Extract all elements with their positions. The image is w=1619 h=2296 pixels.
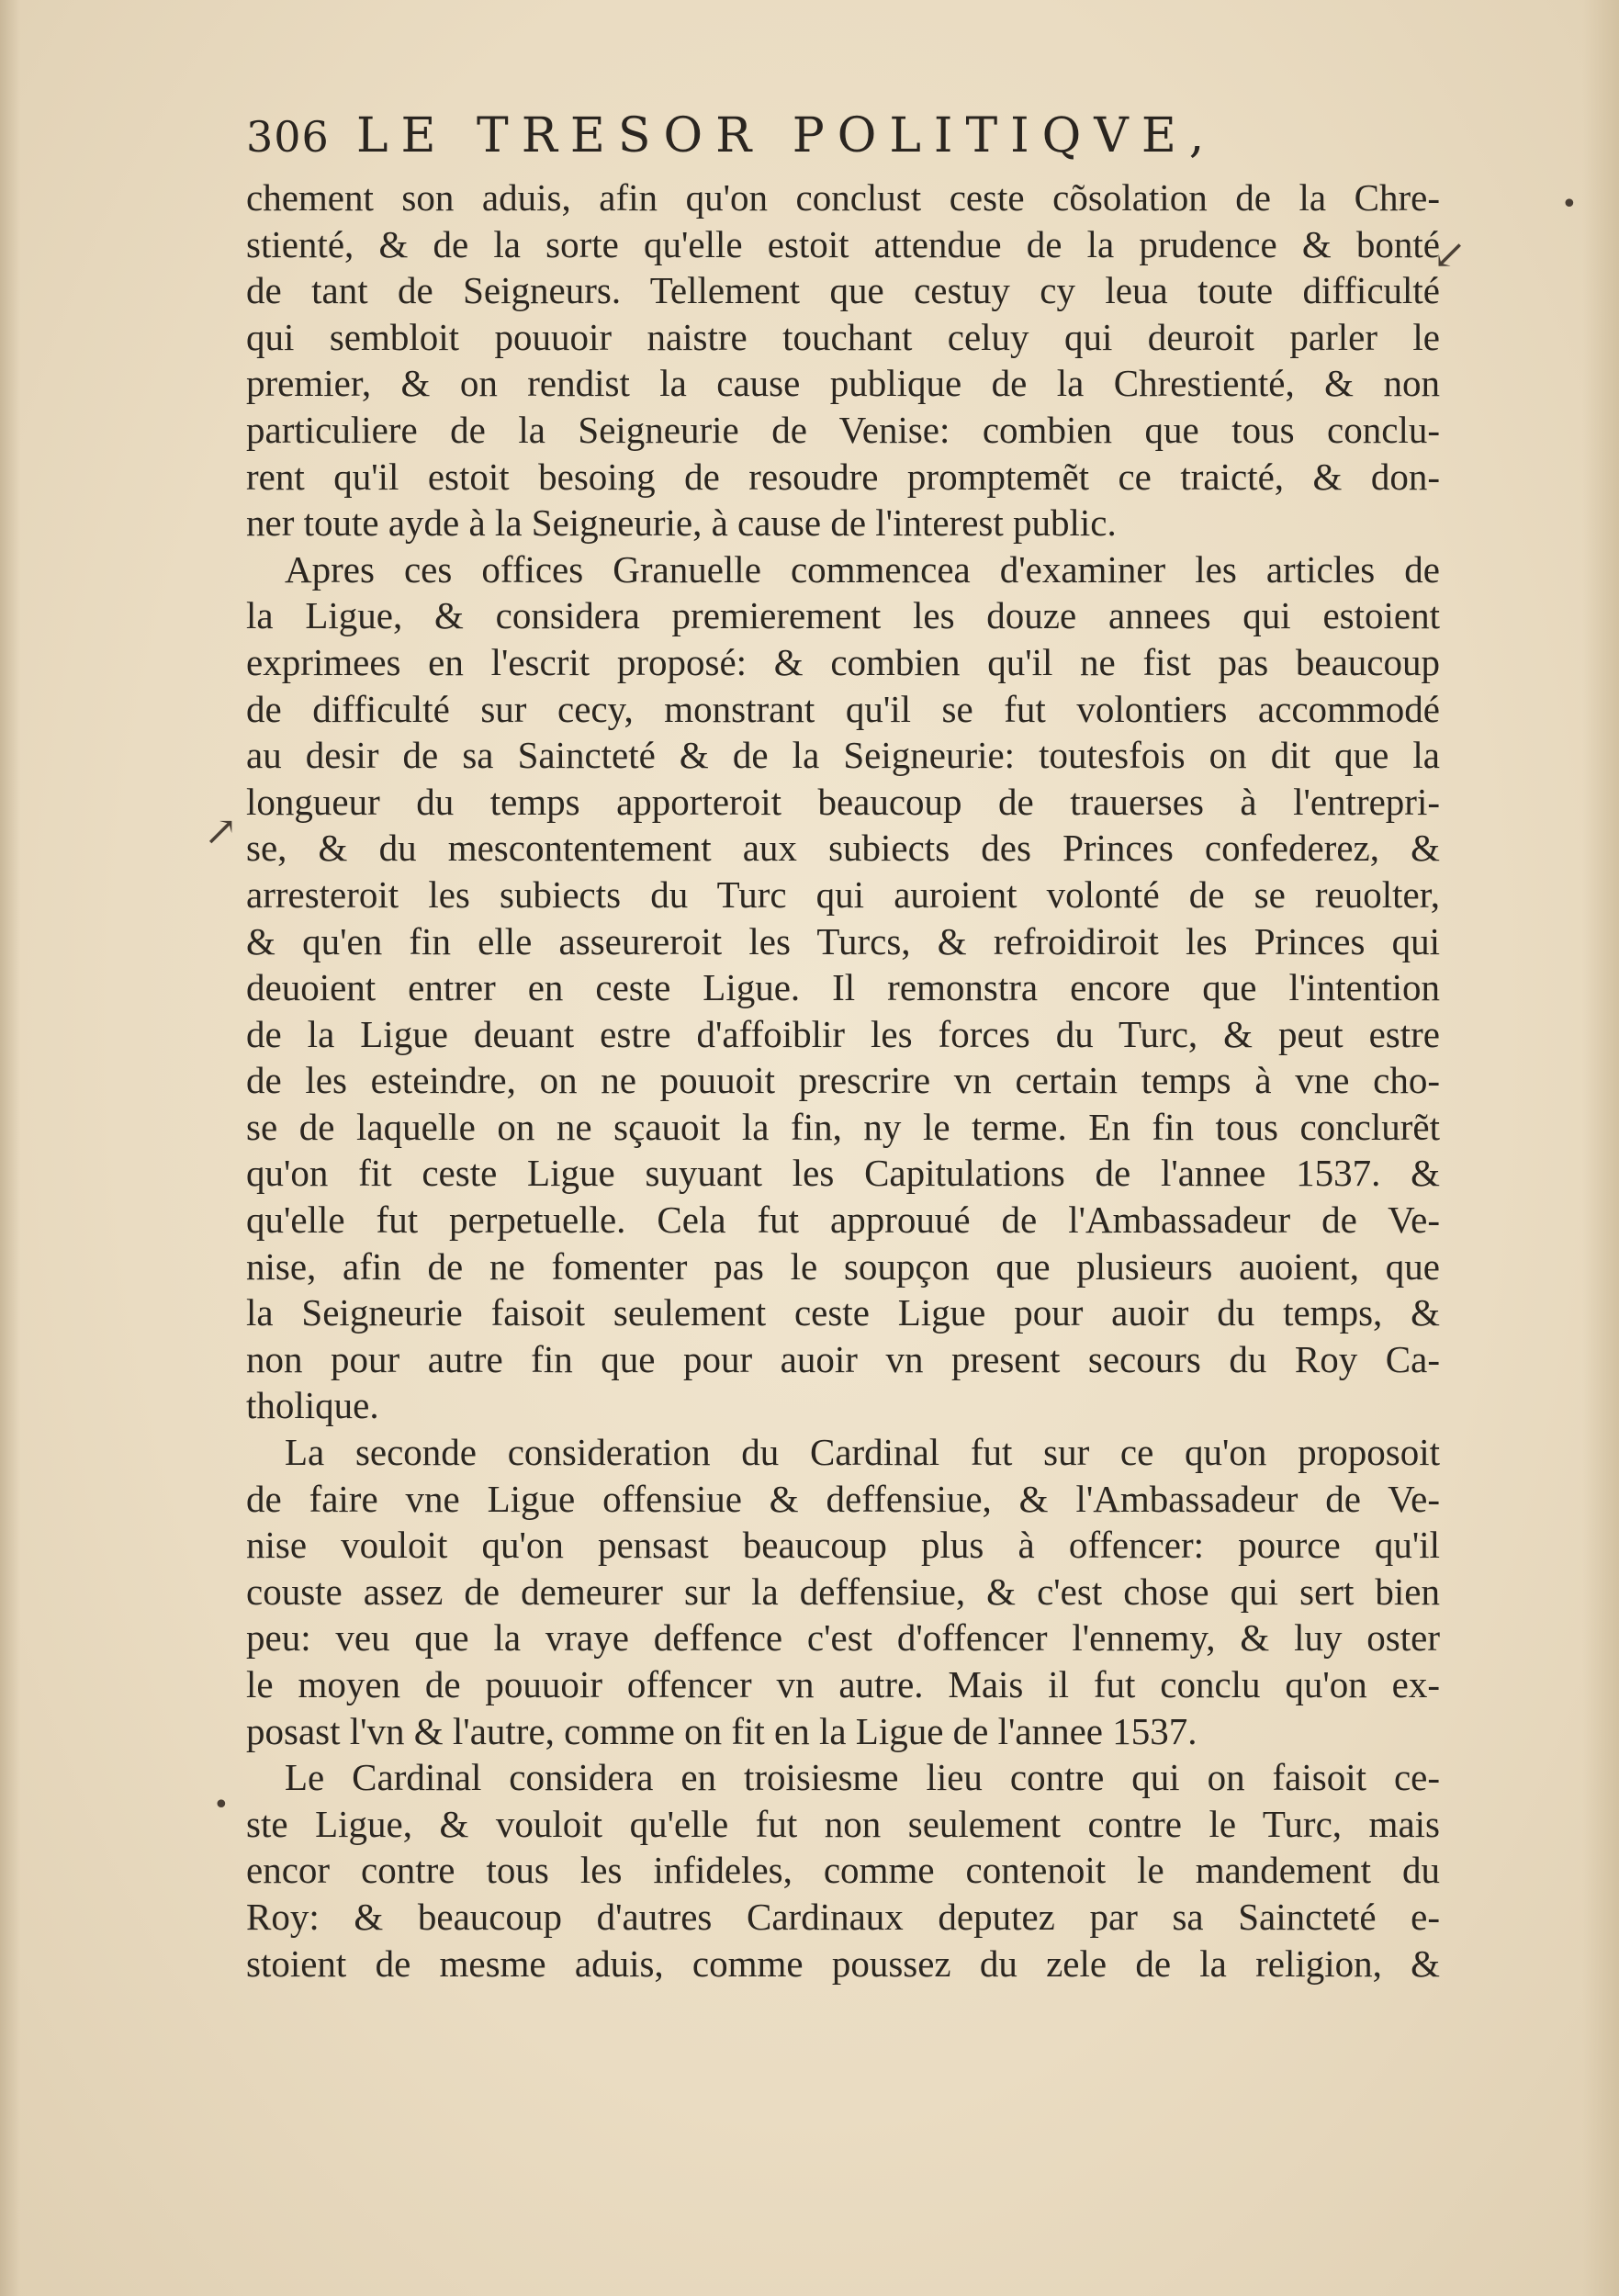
text-line: nise, afin de ne fomenter pas le soupçon que plusieurs auoient, que [246,1244,1440,1288]
text-line: Apres ces offices Granuelle commencea d'examiner les articles de [285,547,1440,591]
text-line: se de laquelle on ne sçauoit la fin, ny le terme. En fin tous conclurẽt [246,1105,1440,1148]
text-line: stienté, & de la sorte qu'elle estoit attendue de la prudence & bonté [246,222,1440,265]
text-line: de les esteindre, on ne pouuoit prescrire vn certain temps à vne cho- [246,1059,1440,1102]
text-line: de difficulté sur cecy, monstrant qu'il se fut volontiers accommodé [246,687,1440,730]
body-text [246,174,1440,1986]
text-line: stoient de mesme aduis, comme poussez du zele de la religion, & [246,1941,1440,1985]
text-line: la Seigneurie faisoit seulement ceste Ligue pour auoir du temps, & [246,1291,1440,1334]
text-line: premier, & on rendist la cause publique de la Chrestienté, & non [246,362,1440,405]
text-line: deuoient entrer en ceste Ligue. Il remonstra encore que l'intention [246,966,1440,1009]
text-line: qu'elle fut perpetuelle. Cela fut approuué de l'Ambassadeur de Ve- [246,1199,1440,1242]
text-line: encor contre tous les infideles, comme contenoit le mandement du [246,1849,1440,1892]
text-line: Le Cardinal considera en troisiesme lieu contre qui on faisoit ce- [285,1756,1440,1799]
text-line: de faire vne Ligue offensiue & deffensiue, & l'Ambassadeur de Ve- [246,1477,1440,1520]
text-line: posast l'vn & l'autre, comme on fit en la Ligue de l'annee 1537. [246,1709,1197,1752]
text-line: de la Ligue deuant estre d'affoiblir les forces du Turc, & peut estre [246,1012,1440,1055]
text-line: peu: veu que la vraye deffence c'est d'offencer l'ennemy, & luy oster [246,1616,1440,1660]
margin-dot-icon: • [213,1789,230,1821]
text-line: tholique. [246,1384,379,1427]
text-line: non pour autre fin que pour auoir vn present secours du Roy Ca- [246,1337,1440,1380]
page-number: 306 [246,112,330,162]
text-line: La seconde consideration du Cardinal fut sur ce qu'on proposoit [285,1431,1440,1474]
margin-mark-icon: • [1561,188,1578,220]
text-line: au desir de sa Saincteté & de la Seigneurie: toutesfois on dit que la [246,734,1440,777]
text-line: longueur du temps apporteroit beaucoup de trauerses à l'entrepri- [246,780,1440,823]
text-line: nise vouloit qu'on pensast beaucoup plus à offencer: pource qu'il [246,1524,1440,1567]
text-line: la Ligue, & considera premierement les douze annees qui estoient [246,594,1440,637]
margin-quill-icon: ↗ [204,808,238,855]
text-line: qu'on fit ceste Ligue suyuant les Capitulations de l'annee 1537. & [246,1152,1440,1195]
text-line: couste assez de demeurer sur la deffensiue, & c'est chose qui sert bien [246,1570,1440,1613]
text-line: & qu'en fin elle asseureroit les Turcs, & refroidiroit les Princes qui [246,919,1440,962]
text-line: qui sembloit pouuoir naistre touchant celuy qui deuroit parler le [246,315,1440,358]
text-line: exprimees en l'escrit proposé: & combien qu'il ne fist pas beaucoup [246,640,1440,683]
text-line: rent qu'il estoit besoing de resoudre promptemẽt ce traicté, & don- [246,455,1440,498]
text-line: ste Ligue, & vouloit qu'elle fut non seulement contre le Turc, mais [246,1802,1440,1845]
text-line: de tant de Seigneurs. Tellement que cestuy cy leua toute difficulté [246,269,1440,312]
text-line: arresteroit les subiects du Turc qui auroient volonté de se reuolter, [246,872,1440,916]
text-line: se, & du mescontentement aux subiects des Princes confederez, & [246,827,1440,870]
text-line: le moyen de pouuoir offencer vn autre. Mais il fut conclu qu'on ex- [246,1663,1440,1705]
text-line: chement son aduis, afin qu'on conclust ceste cõsolation de la Chre- [246,176,1440,219]
text-line: Roy: & beaucoup d'autres Cardinaux deputez par sa Saincteté e- [246,1895,1440,1938]
page-header [246,103,1449,167]
running-title: LE TRESOR POLITIQVE, [356,108,1218,163]
margin-quill-icon: ↙ [1433,231,1467,278]
text-line: ner toute ayde à la Seigneurie, à cause de l'interest public. [246,501,1117,545]
text-line: particuliere de la Seigneurie de Venise: combien que tous conclu- [246,408,1440,451]
